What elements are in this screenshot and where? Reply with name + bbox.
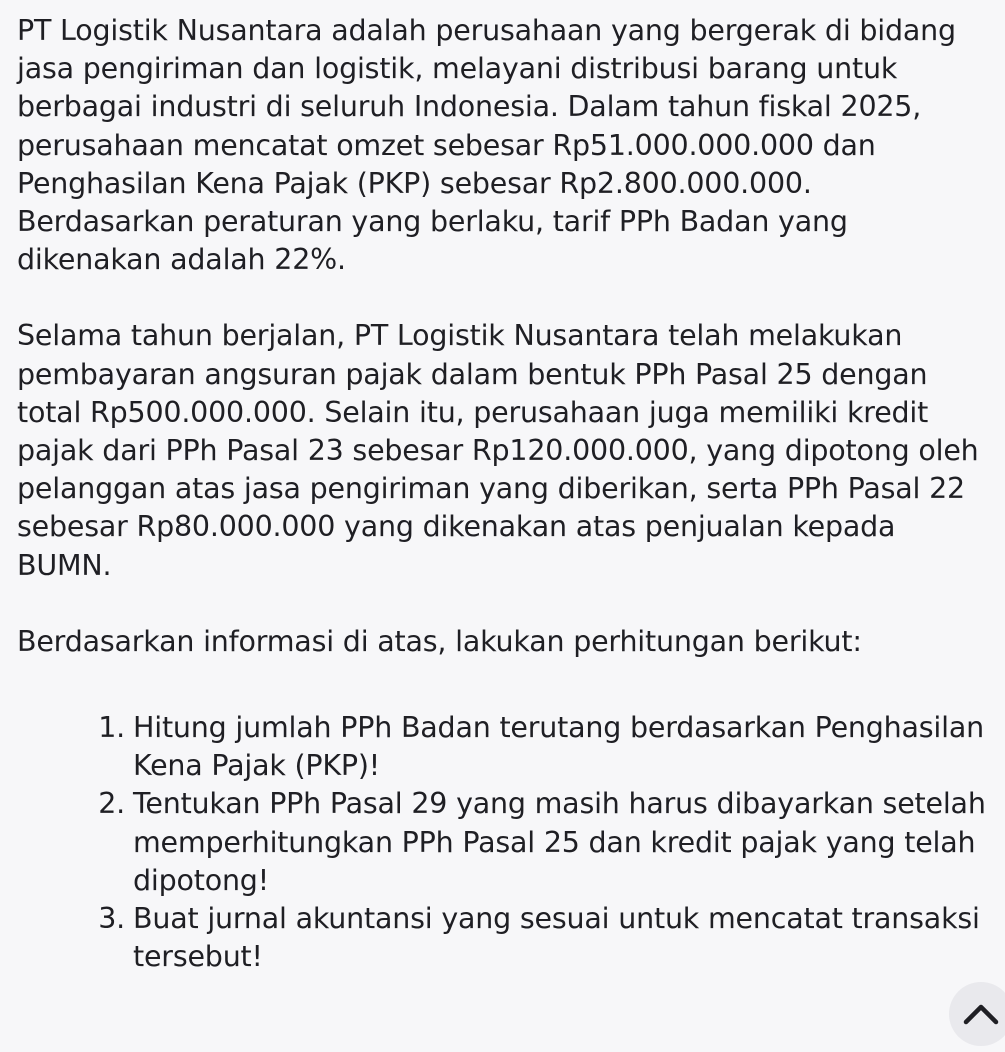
task-number: 1. xyxy=(98,711,125,745)
intro-paragraph: PT Logistik Nusantara adalah perusahaan yang bergerak di bidang jasa pengiriman dan logistik, melayani distribusi barang untuk berbagai industri di seluruh Indonesia. Dalam tahun fiskal 2025, perusahaan mencatat omzet sebesar Rp51.000.000.000 dan Penghasilan Kena Pajak (PKP) sebesar Rp2.800.000.000. Berdasarkan peraturan yang berlaku, tarif PPh Badan yang dikenakan adalah 22%. xyxy=(17,14,956,277)
list-item xyxy=(17,900,997,976)
scroll-to-top-button[interactable] xyxy=(949,982,1005,1046)
chevron-up-icon xyxy=(961,1002,1001,1026)
tax-payments-paragraph: Selama tahun berjalan, PT Logistik Nusantara telah melakukan pembayaran angsuran pajak dalam bentuk PPh Pasal 25 dengan total Rp500.000.000. Selain itu, perusahaan juga memiliki kredit pajak dari PPh Pasal 23 sebesar Rp120.000.000, yang dipotong oleh pelanggan atas jasa pengiriman yang diberikan, serta PPh Pasal 22 sebesar Rp80.000.000 yang dikenakan atas penjualan kepada BUMN. xyxy=(17,319,979,582)
task-list xyxy=(17,709,997,976)
list-item xyxy=(17,709,997,785)
task-text: Hitung jumlah PPh Badan terutang berdasarkan Penghasilan Kena Pajak (PKP)! xyxy=(133,711,984,783)
task-text: Tentukan PPh Pasal 29 yang masih harus dibayarkan setelah memperhitungkan PPh Pasal 25 dan kredit pajak yang telah dipotong! xyxy=(133,787,986,897)
list-item xyxy=(17,785,997,900)
instruction-paragraph: Berdasarkan informasi di atas, lakukan perhitungan berikut: xyxy=(17,624,862,658)
task-text: Buat jurnal akuntansi yang sesuai untuk mencatat transaksi tersebut! xyxy=(133,902,980,974)
question-content xyxy=(17,12,997,976)
task-number: 3. xyxy=(98,902,125,936)
task-number: 2. xyxy=(98,787,125,821)
